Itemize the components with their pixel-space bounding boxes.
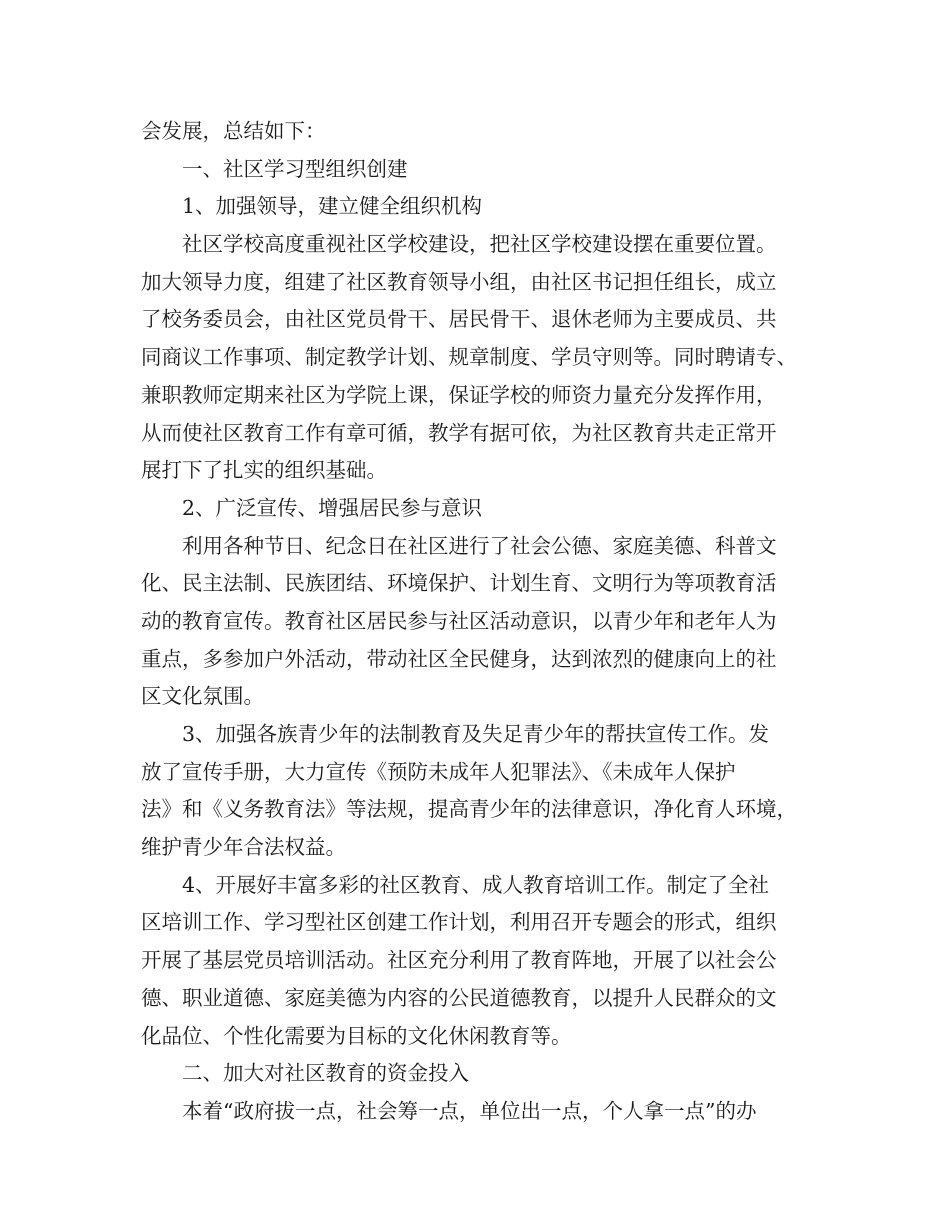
text-line: 同商议工作事项、制定教学计划、规章制度、学员守则等。同时聘请专、 [141, 345, 797, 370]
text-line: 3、加强各族青少年的法制教育及失足青少年的帮扶宣传工作。发 [182, 722, 770, 746]
text-line: 4、开展好丰富多彩的社区教育、成人教育培训工作。制定了全社 [182, 872, 770, 897]
text-line: 开展了基层党员培训活动。社区充分利用了教育阵地，开展了以社会公 [141, 948, 777, 973]
text-line: 法》和《义务教育法》等法规，提高青少年的法律意识，净化育人环境， [141, 797, 797, 822]
subsection-heading: 1、加强领导，建立健全组织机构 [182, 194, 483, 219]
text-line: 动的教育宣传。教育社区居民参与社区活动意识，以青少年和老年人为 [141, 608, 777, 633]
text-line: 化、民主法制、民族团结、环境保护、计划生育、文明行为等项教育活 [141, 571, 777, 596]
text-line: 会发展，总结如下： [141, 119, 326, 143]
text-line: 社区学校高度重视社区学校建设，把社区学校建设摆在重要位置。 [182, 232, 777, 257]
text-line: 区培训工作、学习型社区创建工作计划，利用召开专题会的形式，组织 [141, 910, 777, 935]
text-line: 放了宣传手册，大力宣传《预防未成年人犯罪法》、《未成年人保护 [141, 759, 736, 784]
text-line: 德、职业道德、家庭美德为内容的公民道德教育，以提升人民群众的文 [141, 985, 777, 1010]
text-line: 区文化氛围。 [141, 684, 264, 709]
text-line: 兼职教师定期来社区为学院上课，保证学校的师资力量充分发挥作用， [141, 382, 777, 407]
text-line: 了校务委员会，由社区党员骨干、居民骨干、退休老师为主要成员、共 [141, 307, 777, 332]
section-heading: 一、社区学习型组织创建 [182, 156, 408, 181]
subsection-heading: 2、广泛宣传、增强居民参与意识 [182, 495, 483, 520]
text-line: 展打下了扎实的组织基础。 [141, 458, 387, 483]
text-line: 维护青少年合法权益。 [141, 835, 346, 860]
text-line: 利用各种节日、纪念日在社区进行了社会公德、家庭美德、科普文 [182, 533, 777, 558]
text-line: 从而使社区教育工作有章可循，教学有据可依，为社区教育共走正常开 [141, 420, 777, 445]
text-line: 本着“政府拔一点，社会筹一点，单位出一点，个人拿一点”的办 [182, 1098, 757, 1123]
text-line: 化品位、个性化需要为目标的文化休闲教育等。 [141, 1023, 572, 1048]
text-line: 加大领导力度，组建了社区教育领导小组，由社区书记担任组长，成立 [141, 269, 777, 294]
text-line: 重点，多参加户外活动，带动社区全民健身，达到浓烈的健康向上的社 [141, 646, 777, 671]
section-heading: 二、加大对社区教育的资金投入 [182, 1061, 469, 1086]
document-body [141, 113, 811, 1131]
